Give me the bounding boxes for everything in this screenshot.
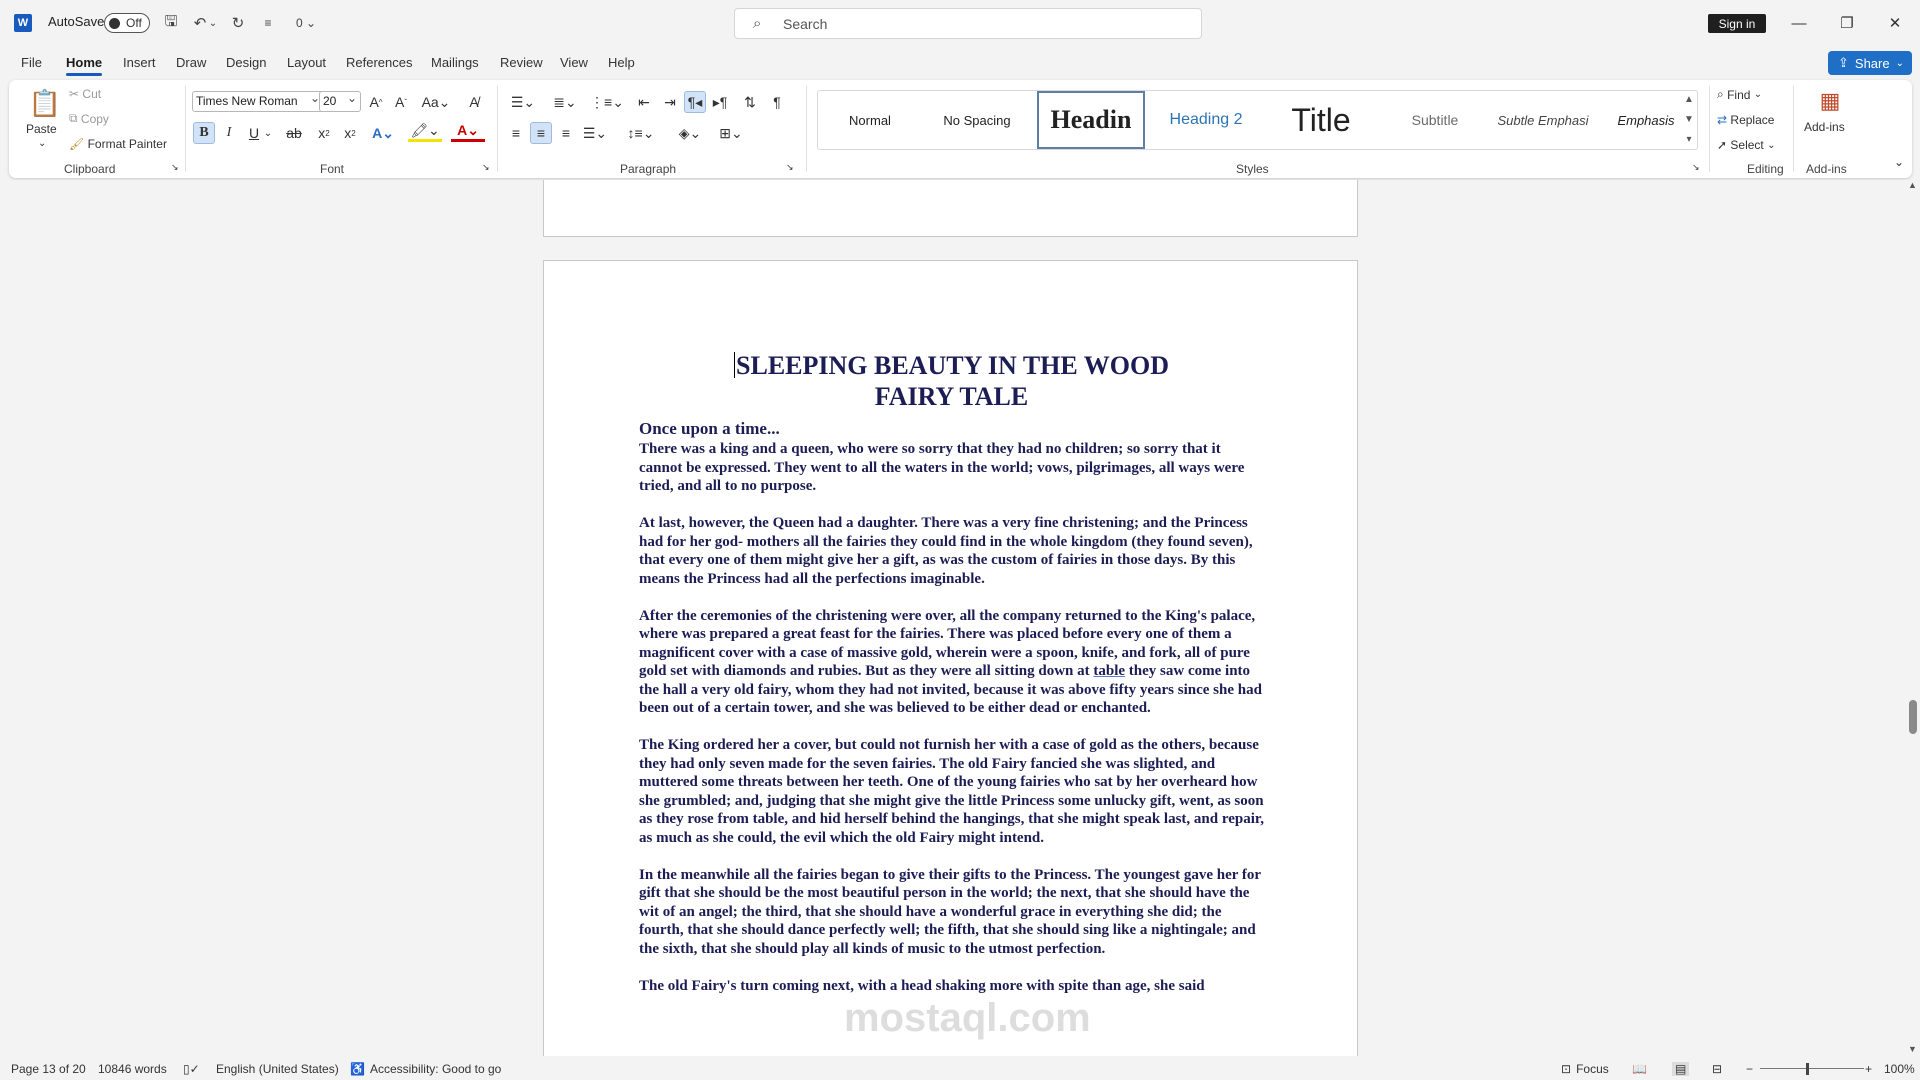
tab-draw[interactable]: Draw [176, 55, 207, 70]
paragraph-3-start: After the ceremonies of the christening were over, all the company returned to the King's palace, where was prepared a great feast for the fairies. There was placed before every one of them a magnificent cover with a case of massive gold, wherein were a spoon, knife, and fork, all of pure gold set with diamonds and rubies. But as they were all sitting down at [639, 607, 1256, 679]
highlight-color-icon[interactable]: 🖍⌄ [408, 122, 442, 142]
styles-scroll [1680, 90, 1698, 150]
accessibility-label: Accessibility: Good to go [369, 1062, 502, 1076]
save-icon[interactable]: 🖫 [164, 12, 178, 30]
doc-body[interactable] [639, 440, 1264, 1014]
doc-title-line1[interactable] [544, 351, 1359, 381]
zoom-level[interactable]: 100% [1884, 1062, 1915, 1076]
tab-home[interactable]: Home [66, 55, 103, 70]
editing-group-label: Editing [1747, 162, 1784, 176]
spelling-flagged-word[interactable]: table [1093, 663, 1126, 679]
vertical-scrollbar[interactable] [1906, 180, 1920, 1056]
doc-title-text-1: SLEEPING BEAUTY IN THE WOOD [736, 351, 1169, 380]
clipboard-launcher-icon[interactable]: ↘ [171, 162, 179, 172]
search-placeholder: Search [783, 16, 828, 32]
tab-mailings[interactable]: Mailings [431, 55, 479, 70]
undo-dropdown-icon[interactable]: ⌄ [208, 17, 218, 29]
cut-button[interactable] [69, 87, 101, 101]
paste-button[interactable]: Paste [26, 122, 57, 136]
separator [806, 86, 807, 172]
word-count[interactable]: 10846 words [98, 1062, 167, 1076]
find-dropdown-icon: ⌄ [1753, 89, 1763, 100]
zoom-slider[interactable] [1760, 1068, 1864, 1069]
justify-icon[interactable]: ☰⌄ [582, 124, 608, 141]
share-button[interactable] [1828, 51, 1912, 75]
find-icon: ⌕ [1717, 87, 1724, 101]
redo-icon[interactable]: ↻ [231, 15, 245, 32]
underline-dropdown-icon[interactable]: ⌄ [263, 127, 273, 139]
select-label: Select [1730, 138, 1764, 152]
style-no-spacing[interactable]: No Spacing [943, 112, 1011, 128]
search-icon: ⌕ [753, 15, 762, 32]
change-case-icon[interactable]: Aa⌄ [421, 93, 451, 110]
styles-more-icon[interactable]: ▾ [1686, 134, 1692, 145]
paragraph-launcher-icon[interactable]: ↘ [786, 162, 794, 172]
text-effects-icon[interactable]: A⌄ [372, 124, 394, 141]
align-center-icon[interactable]: ≡ [530, 122, 552, 144]
focus-label: Focus [1576, 1062, 1609, 1076]
page-indicator[interactable]: Page 13 of 20 [11, 1062, 86, 1076]
select-icon: ➚ [1717, 138, 1728, 152]
decrease-indent-icon[interactable]: ⇤ [638, 93, 650, 110]
previous-page [543, 180, 1358, 237]
toggle-knob [109, 18, 120, 29]
autosave-state: Off [126, 16, 142, 30]
shrink-font-icon[interactable]: A ˇ [394, 94, 407, 110]
proofing-icon[interactable]: ▯✓ [183, 1062, 200, 1076]
document-page[interactable] [543, 260, 1358, 1056]
customize-toolbar-icon[interactable]: ≡ [264, 16, 272, 30]
autosave-toggle[interactable] [104, 13, 150, 33]
accessibility-icon: ♿ [350, 1062, 365, 1076]
align-right-icon[interactable]: ≡ [561, 125, 571, 141]
sign-in-button[interactable]: Sign in [1708, 14, 1766, 33]
print-layout-icon[interactable]: ▤ [1672, 1062, 1689, 1076]
line-spacing-icon[interactable]: ↕≡⌄ [627, 124, 655, 141]
styles-down-icon[interactable]: ▼ [1684, 114, 1694, 125]
zoom-out-icon[interactable]: − [1746, 1062, 1754, 1076]
style-normal[interactable]: Normal [849, 112, 891, 128]
increase-indent-icon[interactable]: ⇥ [664, 93, 676, 110]
style-heading-2[interactable]: Heading 2 [1169, 111, 1243, 128]
find-button[interactable] [1717, 87, 1762, 102]
tab-layout[interactable]: Layout [287, 55, 327, 70]
italic-icon[interactable]: I [226, 125, 232, 140]
font-color-icon[interactable]: A⌄ [451, 122, 485, 142]
superscript-icon[interactable]: x 2 [344, 125, 356, 141]
style-title[interactable]: Title [1291, 101, 1351, 138]
tab-design[interactable]: Design [226, 55, 267, 70]
format-painter-button[interactable] [69, 137, 167, 151]
text-cursor [734, 352, 735, 378]
accessibility-status[interactable] [350, 1062, 501, 1076]
replace-button[interactable] [1717, 113, 1774, 127]
font-launcher-icon[interactable]: ↘ [482, 162, 490, 172]
doc-subheading[interactable]: Once upon a time... [639, 419, 780, 438]
separator [1793, 86, 1794, 172]
tab-file[interactable]: File [21, 55, 42, 70]
minimize-icon[interactable]: — [1791, 14, 1807, 32]
numbering-icon[interactable]: ≣⌄ [553, 93, 577, 110]
read-mode-icon[interactable]: 📖 [1632, 1062, 1647, 1076]
scroll-down-icon[interactable]: ▼ [1908, 1044, 1917, 1054]
show-marks-icon[interactable]: ¶ [773, 94, 781, 110]
scroll-thumb[interactable] [1909, 700, 1917, 734]
font-size-select[interactable]: 20 ⌄ [319, 91, 361, 112]
focus-button[interactable] [1561, 1062, 1609, 1076]
sort-icon[interactable]: ⇅ [744, 93, 756, 110]
clipboard-group-label: Clipboard [64, 162, 116, 176]
grow-font-icon[interactable]: A ^ [369, 94, 383, 110]
find-label: Find [1727, 87, 1751, 102]
bullets-icon[interactable]: ☰⌄ [510, 93, 536, 110]
style-heading-1[interactable]: Headin [1037, 91, 1145, 149]
underline-icon[interactable]: U [248, 125, 260, 141]
add-ins-group-label: Add-ins [1806, 162, 1847, 176]
font-group-label: Font [320, 162, 345, 176]
title-bar [0, 0, 1920, 46]
align-left-icon[interactable]: ≡ [511, 125, 521, 141]
paragraph-2[interactable]: At last, however, the Queen had a daughter. There was a very fine christening; and the Princess had for her god- mothers all the fairies they could find in the whole kingdom (they found seven), that every one of them might give her a gift, as was the custom of fairies in those days. By this means the Princess had all the perfections imaginable. [639, 515, 1253, 587]
copy-button[interactable] [69, 111, 109, 126]
borders-icon[interactable]: ⊞⌄ [719, 124, 743, 141]
style-subtitle[interactable]: Subtitle [1411, 112, 1459, 128]
styles-up-icon[interactable]: ▲ [1684, 94, 1694, 105]
ltr-direction-icon[interactable]: ▸¶ [712, 93, 728, 110]
share-icon: ⇪ [1838, 55, 1849, 70]
status-bar [0, 1058, 1920, 1080]
paste-icon[interactable]: 📋 [28, 87, 62, 118]
subscript-icon[interactable]: x 2 [318, 125, 330, 141]
doc-title-line2[interactable]: FAIRY TALE [874, 382, 1029, 411]
add-ins-icon[interactable]: ▦ [1819, 88, 1841, 113]
paste-dropdown-icon[interactable]: ⌄ [38, 138, 47, 149]
tab-references[interactable]: References [346, 55, 413, 70]
copy-icon: ⧉ [69, 111, 78, 125]
zoom-in-icon[interactable]: + [1865, 1062, 1873, 1076]
rtl-direction-icon[interactable]: ¶◂ [684, 91, 706, 113]
styles-group-label: Styles [1236, 162, 1269, 176]
zoom-slider-thumb[interactable] [1806, 1063, 1809, 1075]
paragraph-1[interactable]: There was a king and a queen, who were so sorry that they had no children; so sorry that it cannot be expressed. They went to all the waters in the world; vows, pilgrimages, all ways were tried, and all to no purpose. [639, 441, 1245, 494]
autosave-label: AutoSave [48, 14, 105, 29]
format-painter-icon: 🖌 [69, 137, 85, 151]
shading-icon[interactable]: ◈⌄ [678, 124, 702, 141]
tab-view[interactable]: View [560, 55, 588, 70]
document-area[interactable] [0, 180, 1906, 1056]
replace-label: Replace [1730, 113, 1775, 127]
paragraph-3-end: they saw come into the hall a very old fairy, whom they had not invited, because it was above fifty years since she had been out of a certain tower, and she was believed to be either dead or enchanted. [639, 663, 1262, 716]
scroll-up-icon[interactable]: ▲ [1908, 180, 1917, 190]
collapse-ribbon-icon[interactable]: ⌄ [1894, 155, 1905, 169]
styles-gallery [817, 90, 1698, 150]
word-logo-icon: W [14, 14, 32, 32]
web-layout-icon[interactable]: ⊟ [1712, 1062, 1723, 1076]
undo-icon[interactable]: ↶ [193, 15, 207, 32]
font-family-select[interactable]: Times New Roman ⌄ [192, 91, 324, 112]
copy-label: Copy [80, 111, 109, 126]
close-icon[interactable]: ✕ [1888, 15, 1902, 32]
tab-review[interactable]: Review [500, 55, 543, 70]
bold-icon[interactable]: B [193, 122, 215, 144]
restore-icon[interactable]: ❐ [1840, 15, 1854, 32]
select-button[interactable] [1717, 138, 1776, 152]
cut-label: Cut [82, 87, 102, 101]
replace-icon: ⇄ [1717, 113, 1728, 127]
styles-launcher-icon[interactable]: ↘ [1692, 162, 1700, 172]
select-dropdown-icon: ⌄ [1767, 139, 1776, 151]
multilevel-list-icon[interactable]: ⋮≡⌄ [590, 93, 624, 110]
cut-icon: ✂ [69, 87, 80, 101]
separator [497, 86, 498, 172]
separator [1709, 86, 1710, 172]
language-indicator[interactable]: English (United States) [216, 1062, 339, 1076]
format-painter-label: Format Painter [87, 137, 167, 151]
share-label: Share [1854, 55, 1890, 71]
paragraph-group-label: Paragraph [620, 162, 677, 176]
focus-icon: ⊡ [1561, 1062, 1572, 1076]
style-subtle-emphasis[interactable]: Subtle Emphasi [1497, 112, 1589, 128]
clear-formatting-icon[interactable]: A̸ [469, 94, 479, 110]
tab-help[interactable]: Help [608, 55, 635, 70]
add-ins-button[interactable]: Add-ins [1804, 120, 1845, 134]
ribbon [9, 80, 1912, 178]
share-dropdown-icon: ⌄ [1895, 57, 1904, 69]
strikethrough-icon[interactable]: ab [286, 125, 302, 141]
style-emphasis[interactable]: Emphasis [1617, 112, 1675, 128]
paragraph-4[interactable]: The King ordered her a cover, but could not furnish her with a case of gold as the others, because they had only seven made for the seven fairies. The old Fairy fancied she was slighted, and muttered some threats between her teeth. One of the young fairies who sat by her overheard how she grumbled; and, judging that she might give the little Princess some unlucky gift, went, as soon as they rose from table, and hid herself behind the hangings, that she might speak last, and repair, as much as she could, the evil which the old Fairy might intend. [639, 737, 1264, 846]
counter-dropdown[interactable]: 0 ⌄ [295, 16, 317, 30]
watermark: mostaql.com [844, 996, 1091, 1040]
tab-insert[interactable]: Insert [123, 55, 156, 70]
separator [185, 86, 186, 172]
paragraph-5[interactable]: In the meanwhile all the fairies began to give their gifts to the Princess. The youngest gave her for gift that she should be the most beautiful person in the world; the next, that she should have the wit of an angel; the third, that she should have a wonderful grace in everything she did; the fourth, that she should dance perfectly well; the fifth, that she should sing like a nightingale; and the sixth, that she should play all kinds of music to the utmost perfection. [639, 866, 1261, 957]
paragraph-3[interactable] [639, 607, 1264, 718]
menu-bar [0, 50, 1920, 78]
search-box[interactable] [734, 8, 1202, 39]
counter-value: 0 [295, 16, 303, 30]
paragraph-6[interactable]: The old Fairy's turn coming next, with a head shaking more with spite than age, she said [639, 977, 1205, 994]
